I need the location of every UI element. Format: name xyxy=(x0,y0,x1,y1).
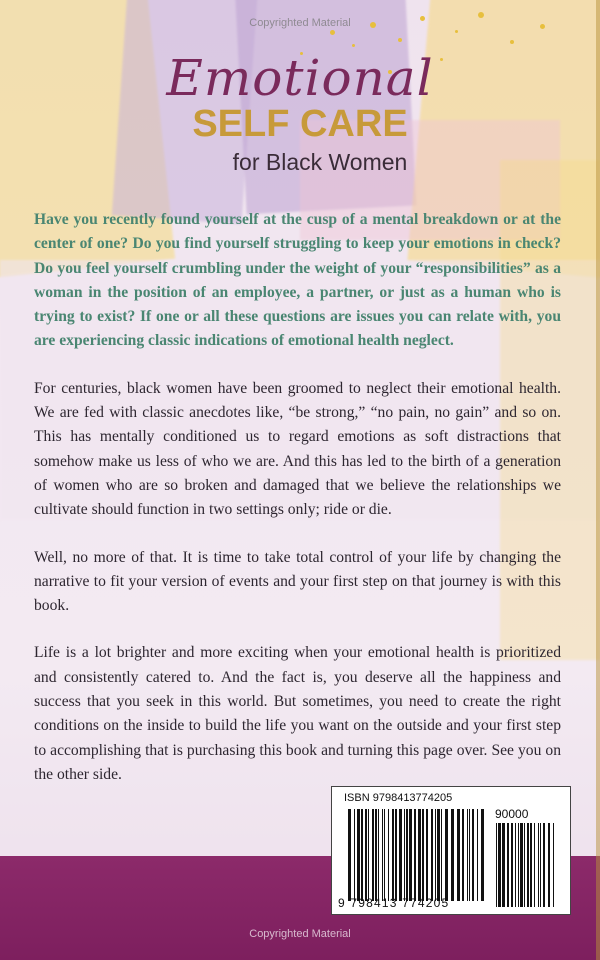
isbn-barcode xyxy=(331,786,571,915)
copyright-watermark-top: Copyrighted Material xyxy=(249,17,351,29)
blurb-paragraph-4: Life is a lot brighter and more exciting when your emotional health is prioritized and consistently catered to. And the fact is, you deserve all the happiness and success that you seek in this world. But sometimes, you need to create the right conditions on the inside to build the life you want on the outside and your first step to accomplishing that is purchasing this book and turning this page over. See you on the other side. xyxy=(34,644,561,783)
gold-speck xyxy=(510,40,514,44)
isbn-digits: 9 798413 774205 xyxy=(338,896,450,910)
gold-speck xyxy=(330,30,335,35)
price-code: 90000 xyxy=(495,807,529,821)
gold-speck xyxy=(398,38,402,42)
isbn-label: ISBN 9798413774205 xyxy=(344,792,453,804)
book-title xyxy=(0,48,600,176)
title-subtitle: for Black Women xyxy=(232,149,408,175)
blurb xyxy=(34,208,561,810)
blurb-paragraph-3: Well, no more of that. It is time to take total control of your life by changing the narrative to fit your version of events and your first step on that journey is with this book. xyxy=(34,548,561,615)
copyright-watermark-bottom: Copyrighted Material xyxy=(249,928,351,940)
barcode-addon-bars-icon xyxy=(496,823,554,907)
gold-speck xyxy=(455,30,458,33)
blurb-paragraph-1: Have you recently found yourself at the cusp of a mental breakdown or at the center of one? Do you find yourself struggling to keep your emotions in check? Do you feel yourself crumbling under the weight of your “responsibilities” as a woman in the position of an employee, a partner, or just as a human who is trying to exist? If one or all these questions are issues you can relate with, you are experiencing classic indications of emotional health neglect. xyxy=(34,211,561,350)
blurb-paragraph-2: For centuries, black women have been groomed to neglect their emotional health. We are fed with classic anecdotes like, “be strong,” “no pain, no gain” and so on. This has mentally conditioned us to regard emotions as soft distractions that somehow make us less of who we are. And this has led to the birth of a generation of women who are so broken and damaged that we believe the relationships we cultivate should function in two settings only; ride or die. xyxy=(34,379,561,519)
title-main-words: SELF CARE xyxy=(192,103,408,145)
barcode-bars-icon xyxy=(348,809,484,901)
title-script-word: Emotional xyxy=(166,49,434,107)
gold-speck xyxy=(352,44,355,47)
